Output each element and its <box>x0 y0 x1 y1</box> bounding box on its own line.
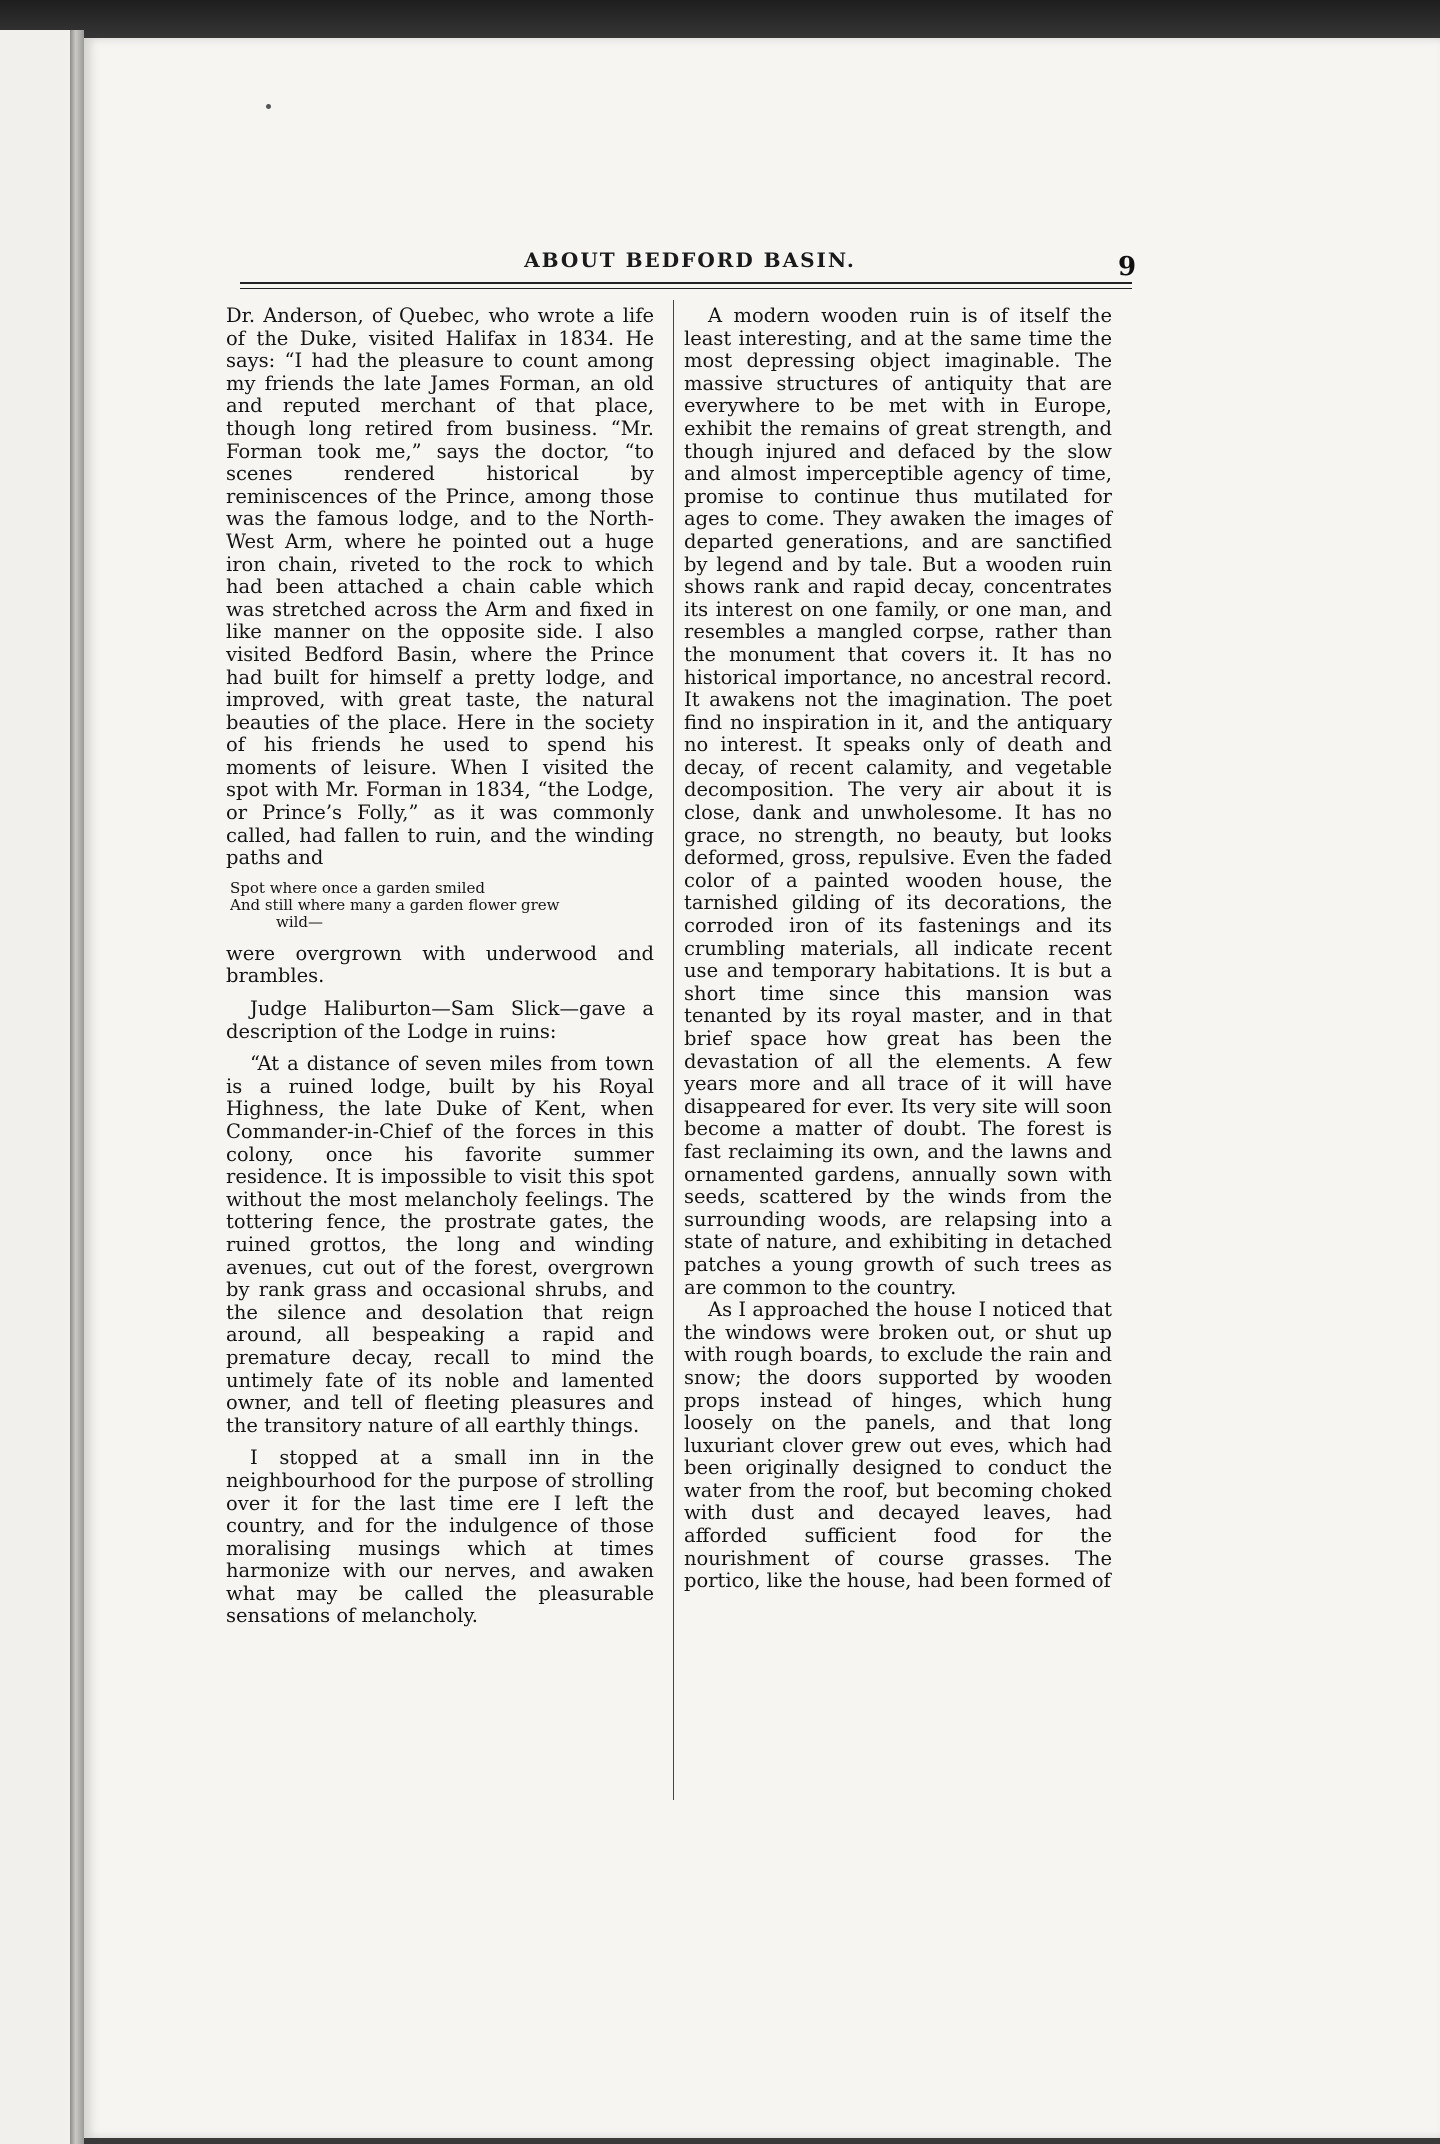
facing-page-edge <box>0 30 80 2144</box>
left-column <box>226 305 654 1628</box>
paragraph-haliburton: Judge Haliburton—Sam Slick—gave a description of the Lodge in ruins: <box>226 997 654 1043</box>
paragraph-approached-house: As I approached the house I noticed that the windows were broken out, or shut up with rough boards, to exclude the rain and snow; the doors supported by wooden props instead of hinges, which hung loosely on the panels, and that long luxuriant clover grew out eves, which had been originally designed to conduct the water from the roof, but becoming choked with dust and decayed leaves, had afforded sufficient food for the nourishment of course grasses. The portico, like the house, had been formed of <box>684 1298 1112 1593</box>
header-rule-thick <box>240 282 1132 284</box>
paragraph-ruined-lodge: “At a distance of seven miles from town is a ruined lodge, built by his Royal Highness, the late Duke of Kent, when Commander-in-Chief of the forces in this colony, once his favorite summer residence. It is impossible to visit this spot without the most melancholy feelings. The tottering fence, the prostrate gates, the ruined grottos, the long and winding avenues, cut out of the forest, overgrown by rank grass and occasional shrubs, and the silence and desolation that reign around, all bespeaking a rapid and premature decay, recall to mind the untimely fate of its noble and lamented owner, and tell of fleeting pleasures and the transitory nature of all earthly things. <box>226 1052 654 1437</box>
right-column <box>684 305 1112 1593</box>
verse-line: wild— <box>276 912 324 931</box>
verse-quote <box>226 880 654 931</box>
paragraph-overgrown: were overgrown with underwood and brambles. <box>226 941 654 988</box>
verse-line: Spot where once a garden smiled <box>230 878 485 897</box>
paragraph-small-inn: I stopped at a small inn in the neighbourhood for the purpose of strolling over it for the last time ere I left the country, and for the indulgence of those moralising musings which at times harmonize with our nerves, and awaken what may be called the pleasurable sensations of melancholy. <box>226 1446 654 1628</box>
running-title: ABOUT BEDFORD BASIN. <box>524 248 856 272</box>
column-divider <box>673 300 674 1800</box>
paragraph-wooden-ruin: A modern wooden ruin is of itself the least interesting, and at the same time the most depressing object imaginable. The massive structures of antiquity that are everywhere to be met with in Europe, exhibit the remains of great strength, and though injured and defaced by the slow and almost imperceptible agency of time, promise to continue thus mutilated for ages to come. They awaken the images of departed generations, and are sanctified by legend and by tale. But a wooden ruin shows rank and rapid decay, concentrates its interest on one family, or one man, and resembles a mangled corpse, rather than the monument that covers it. It has no historical importance, no ancestral record. It awakens not the imagination. The poet find no inspiration in it, and the antiquary no interest. It speaks only of death and decay, of recent calamity, and vegetable decomposition. The very air about it is close, dank and unwholesome. It has no grace, no strength, no beauty, but looks deformed, gross, repulsive. Even the faded color of a painted wooden house, the tarnished gilding of its decorations, the corroded iron of its fastenings and its crumbling materials, all indicate recent use and temporary habitations. It is but a short time since this mansion was tenanted by its royal master, and in that brief space how great has been the devastation of all the elements. A few years more and all trace of it will have disappeared for ever. Its very site will soon become a matter of doubt. The forest is fast reclaiming its own, and the lawns and ornamented gardens, annually sown with seeds, scattered by the winds from the surrounding woods, are relapsing into a state of nature, and exhibiting in detached patches a young growth of such trees as are common to the country. <box>684 304 1112 1299</box>
ink-speck <box>266 104 271 109</box>
page-number: 9 <box>1118 252 1137 282</box>
verse-line: And still where many a garden flower grew <box>230 895 560 914</box>
book-gutter <box>70 30 84 2144</box>
paragraph-anderson: Dr. Anderson, of Quebec, who wrote a life of the Duke, visited Halifax in 1834. He says: “I had the pleasure to count among my friends the late James Forman, an old and reputed merchant of that place, though long retired from business. “Mr. Forman took me,” says the doctor, “to scenes rendered historical by reminiscences of the Prince, among those was the famous lodge, and to the North-West Arm, where he pointed out a huge iron chain, riveted to the rock to which had been attached a chain cable which was stretched across the Arm and fixed in like manner on the opposite side. I also visited Bedford Basin, where the Prince had built for himself a pretty lodge, and improved, with great taste, the natural beauties of the place. Here in the society of his friends he used to spend his moments of leisure. When I visited the spot with Mr. Forman in 1834, “the Lodge, or Prince’s Folly,” as it was commonly called, had fallen to ruin, and the winding paths and <box>226 304 654 870</box>
header-rule-thin <box>240 288 1132 289</box>
